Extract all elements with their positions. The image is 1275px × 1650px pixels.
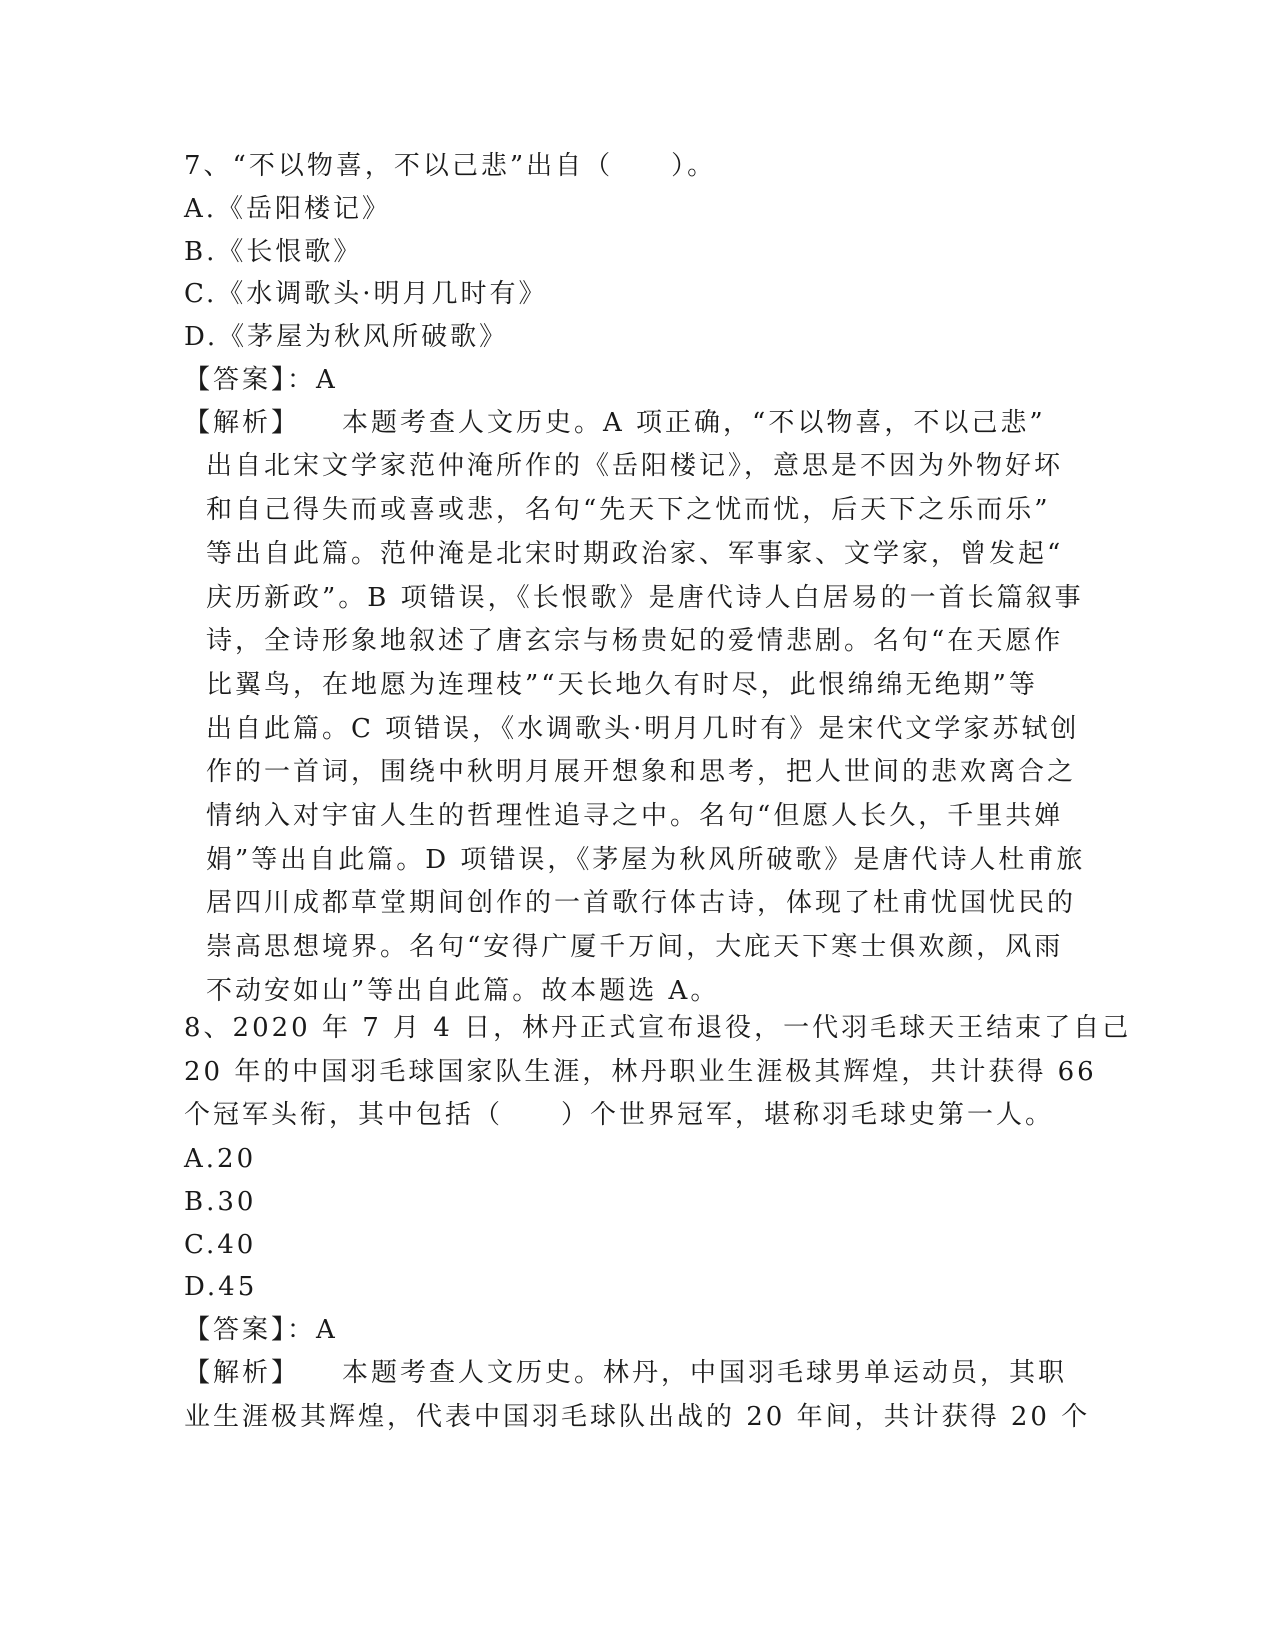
answer-line bbox=[184, 359, 1084, 402]
analysis-text: 娟”等出自此篇。D 项错误，《茅屋为秋风所破歌》是唐代诗人杜甫旅 bbox=[206, 844, 1086, 875]
analysis-text: 本题考查人文历史。A 项正确，“不以物喜，不以己悲” bbox=[342, 407, 1046, 438]
answer-line bbox=[184, 1309, 1084, 1352]
option-b: B.30 bbox=[184, 1186, 257, 1217]
analysis-line bbox=[184, 664, 1084, 708]
analysis-line bbox=[184, 839, 1084, 883]
option-a: A.20 bbox=[184, 1144, 257, 1175]
answer-label: 【答案】： bbox=[184, 1315, 317, 1346]
option-a: A.《岳阳楼记》 bbox=[184, 193, 392, 224]
analysis-text: 出自此篇。C 项错误，《水调歌头·明月几时有》是宋代文学家苏轼创 bbox=[206, 713, 1080, 744]
analysis-text: 诗，全诗形象地叙述了唐玄宗与杨贵妃的爱情悲剧。名句“在天愿作 bbox=[206, 626, 1064, 657]
option-d: D.45 bbox=[184, 1272, 258, 1303]
question-8 bbox=[184, 1007, 1132, 1439]
analysis-text: 不动安如山”等出自此篇。故本题选 A。 bbox=[206, 975, 720, 1006]
analysis-line bbox=[184, 620, 1084, 664]
option-b: B.《长恨歌》 bbox=[184, 236, 363, 267]
analysis-text: 居四川成都草堂期间创作的一首歌行体古诗，体现了杜甫忧国忧民的 bbox=[206, 888, 1077, 919]
question-stem: 个冠军头衔，其中包括（ ）个世界冠军，堪称羽毛球史第一人。 bbox=[184, 1100, 1055, 1131]
analysis-text: 本题考查人文历史。林丹，中国羽毛球男单运动员，其职 bbox=[342, 1358, 1068, 1389]
analysis-text: 业生涯极其辉煌，代表中国羽毛球队出战的 20 年间，共计获得 20 个 bbox=[184, 1401, 1091, 1432]
question-stem: 7、“不以物喜，不以己悲”出自（ ）。 bbox=[184, 151, 717, 181]
analysis-text: 和自己得失而或喜或悲，名句“先天下之忧而忧，后天下之乐而乐” bbox=[206, 495, 1051, 526]
analysis-text: 等出自此篇。范仲淹是北宋时期政治家、军事家、文学家，曾发起“ bbox=[206, 538, 1064, 569]
analysis-line bbox=[184, 489, 1084, 533]
analysis-line bbox=[184, 795, 1084, 839]
analysis-text: 庆历新政”。B 项错误，《长恨歌》是唐代诗人白居易的一首长篇叙事 bbox=[206, 582, 1084, 613]
question-7 bbox=[184, 145, 1084, 1013]
analysis-line bbox=[184, 577, 1084, 621]
option-c: C.《水调歌头·明月几时有》 bbox=[184, 279, 548, 310]
analysis-line bbox=[184, 751, 1084, 795]
analysis-text: 比翼鸟，在地愿为连理枝”“天长地久有时尽，此恨绵绵无绝期”等 bbox=[206, 669, 1038, 700]
analysis-line bbox=[184, 708, 1084, 752]
option-c: C.40 bbox=[184, 1229, 257, 1260]
analysis-line bbox=[184, 926, 1084, 970]
analysis-text: 作的一首词，围绕中秋明月展开想象和思考，把人世间的悲欢离合之 bbox=[206, 757, 1077, 788]
answer-label: 【答案】： bbox=[184, 364, 317, 395]
question-stem: 20 年的中国羽毛球国家队生涯，林丹职业生涯极其辉煌，共计获得 66 bbox=[184, 1056, 1097, 1087]
analysis-line bbox=[184, 882, 1084, 926]
answer-value: A bbox=[316, 1315, 338, 1346]
analysis-label: 【解析】 bbox=[184, 407, 301, 438]
analysis-line bbox=[184, 1396, 1091, 1440]
analysis-line bbox=[184, 1352, 1084, 1396]
analysis-line bbox=[184, 445, 1084, 489]
analysis-text: 情纳入对宇宙人生的哲理性追寻之中。名句“但愿人长久，千里共婵 bbox=[206, 800, 1064, 831]
answer-value: A bbox=[316, 364, 338, 395]
analysis-label: 【解析】 bbox=[184, 1358, 301, 1389]
analysis-text: 崇高思想境界。名句“安得广厦千万间，大庇天下寒士俱欢颜，风雨 bbox=[206, 932, 1064, 963]
analysis-text: 出自北宋文学家范仲淹所作的《岳阳楼记》，意思是不因为外物好坏 bbox=[206, 451, 1064, 482]
analysis-line bbox=[184, 533, 1084, 577]
question-stem: 8、2020 年 7 月 4 日，林丹正式宣布退役，一代羽毛球天王结束了自己 bbox=[184, 1013, 1132, 1043]
option-d: D.《茅屋为秋风所破歌》 bbox=[184, 322, 509, 353]
analysis-line bbox=[184, 402, 1084, 446]
